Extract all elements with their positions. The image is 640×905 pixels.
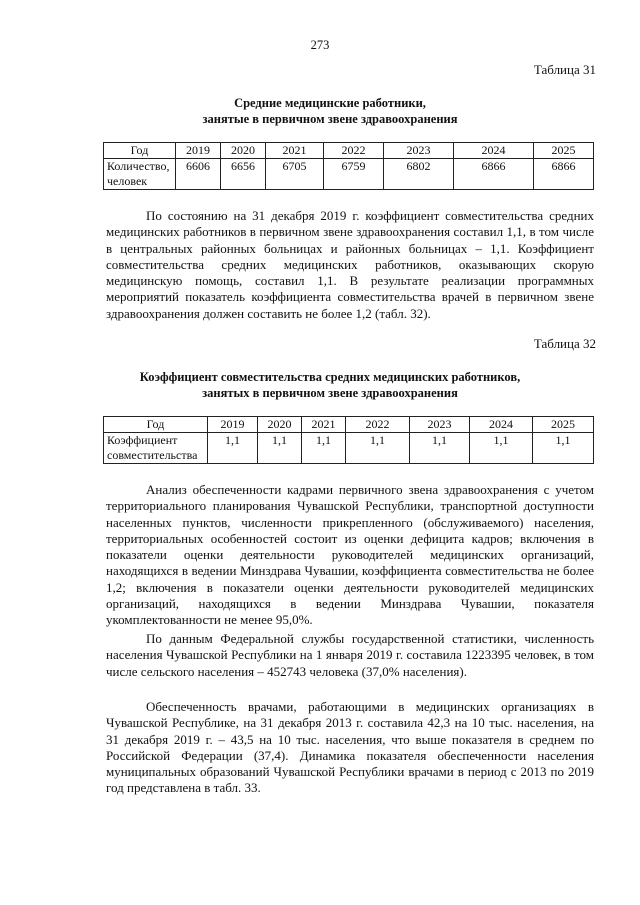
table-31-title-line-1: Средние медицинские работники, (234, 96, 426, 110)
page-number: 273 (310, 38, 330, 52)
paragraph-1: По состоянию на 31 декабря 2019 г. коэффициент совместительства средних медицинских работников в первичном звене здравоохранения составил 1,1, в том числе в центральных районных больницах и районных больницах – 1,1. Коэффициент совместительства средних медицинских работников, оказывающих скорую медицинскую помощь, составил 1,1. В результате реализации программных мероприятий показатель коэффициента совместительства врачей в первичном звене здравоохранения должен составить не более 1,2 (табл. 32). (106, 208, 594, 321)
table-31-value-cell: 6705 (266, 159, 324, 190)
table-31-value-cell: 6866 (534, 159, 594, 190)
paragraph-3: По данным Федеральной службы государственной статистики, численность населения Чувашской Республики на 1 января 2019 г. составила 1223395 человек, в том числе сельского населения – 452743 человека (37,0% населения). (106, 631, 594, 679)
table-31-title-line-2: занятые в первичном звене здравоохранения (202, 112, 458, 126)
table-32-title-line-1: Коэффициент совместительства средних медицинских работников, (139, 370, 521, 384)
table-32-label: Таблица 32 (533, 336, 596, 351)
table-31-header-cell: 2020 (221, 143, 266, 159)
table-31-header-cell: 2023 (384, 143, 454, 159)
table-31-header-cell: 2022 (324, 143, 384, 159)
table-32-value-cell: 1,1 (208, 433, 258, 464)
table-32-value-cell: 1,1 (410, 433, 470, 464)
table-31-header-cell: 2024 (454, 143, 534, 159)
table-32-header-cell: 2022 (346, 417, 410, 433)
table-32-row-label-line-1: Коэффициент (107, 433, 178, 447)
table-31-value-cell: 6802 (384, 159, 454, 190)
table-31-value-cell: 6656 (221, 159, 266, 190)
table-31-header-cell: 2025 (534, 143, 594, 159)
table-32-value-cell: 1,1 (346, 433, 410, 464)
table-32-data-row (104, 433, 594, 464)
table-32-header-row (104, 417, 594, 433)
table-32-value-cell: 1,1 (258, 433, 302, 464)
table-32-title-line-2: занятых в первичном звене здравоохранения (202, 386, 458, 400)
table-32-title (80, 369, 580, 401)
table-31-value-cell: 6759 (324, 159, 384, 190)
table-31-row-label (104, 159, 176, 190)
table-31-header-cell: 2019 (176, 143, 221, 159)
table-32-header-cell: 2020 (258, 417, 302, 433)
paragraph-4: Обеспеченность врачами, работающими в медицинских организациях в Чувашской Республике, на 31 декабря 2013 г. составила 42,3 на 10 тыс. населения, на 31 декабря 2019 г. – 43,5 на 10 тыс. населения, что выше показателя в среднем по Российской Федерации (37,4). Динамика показателя обеспеченности населения муниципальных образований Чувашской Республики врачами в период с 2013 по 2019 год представлена в табл. 33. (106, 699, 594, 796)
table-32-row-label (104, 433, 208, 464)
table-32-header-cell: Год (104, 417, 208, 433)
table-32-value-cell: 1,1 (470, 433, 533, 464)
table-31-header-row (104, 143, 594, 159)
table-31-header-cell: Год (104, 143, 176, 159)
table-31-value-cell: 6866 (454, 159, 534, 190)
table-32-header-cell: 2021 (302, 417, 346, 433)
table-31-label: Таблица 31 (533, 62, 596, 77)
table-31-row-label-line-2: человек (107, 174, 148, 188)
table-31-data-row (104, 159, 594, 190)
table-32 (103, 416, 594, 464)
table-31 (103, 142, 594, 190)
table-31-header-cell: 2021 (266, 143, 324, 159)
table-31-title (80, 95, 580, 127)
table-32-header-cell: 2023 (410, 417, 470, 433)
table-32-row-label-line-2: совместительства (107, 448, 198, 462)
table-31-value-cell: 6606 (176, 159, 221, 190)
paragraph-2: Анализ обеспеченности кадрами первичного звена здравоохранения с учетом территориального планирования Чувашской Республики, транспортной доступности населенных пунктов, численности прикрепленного (обслуживаемого) населения, территориальных особенностей состоит из оценки дефицита кадров; включения в показатели оценки деятельности руководителей медицинских организаций, находящихся в ведении Минздрава Чувашии, коэффициента совместительства не более 1,2; включения в показатели оценки деятельности руководителей медицинских организаций, находящихся в ведении Минздрава Чувашии, показателя укомплектованности не менее 95,0%. (106, 482, 594, 628)
table-32-header-cell: 2019 (208, 417, 258, 433)
table-32-value-cell: 1,1 (533, 433, 594, 464)
table-32-value-cell: 1,1 (302, 433, 346, 464)
table-31-row-label-line-1: Количество, (107, 159, 170, 173)
table-32-header-cell: 2025 (533, 417, 594, 433)
table-32-header-cell: 2024 (470, 417, 533, 433)
